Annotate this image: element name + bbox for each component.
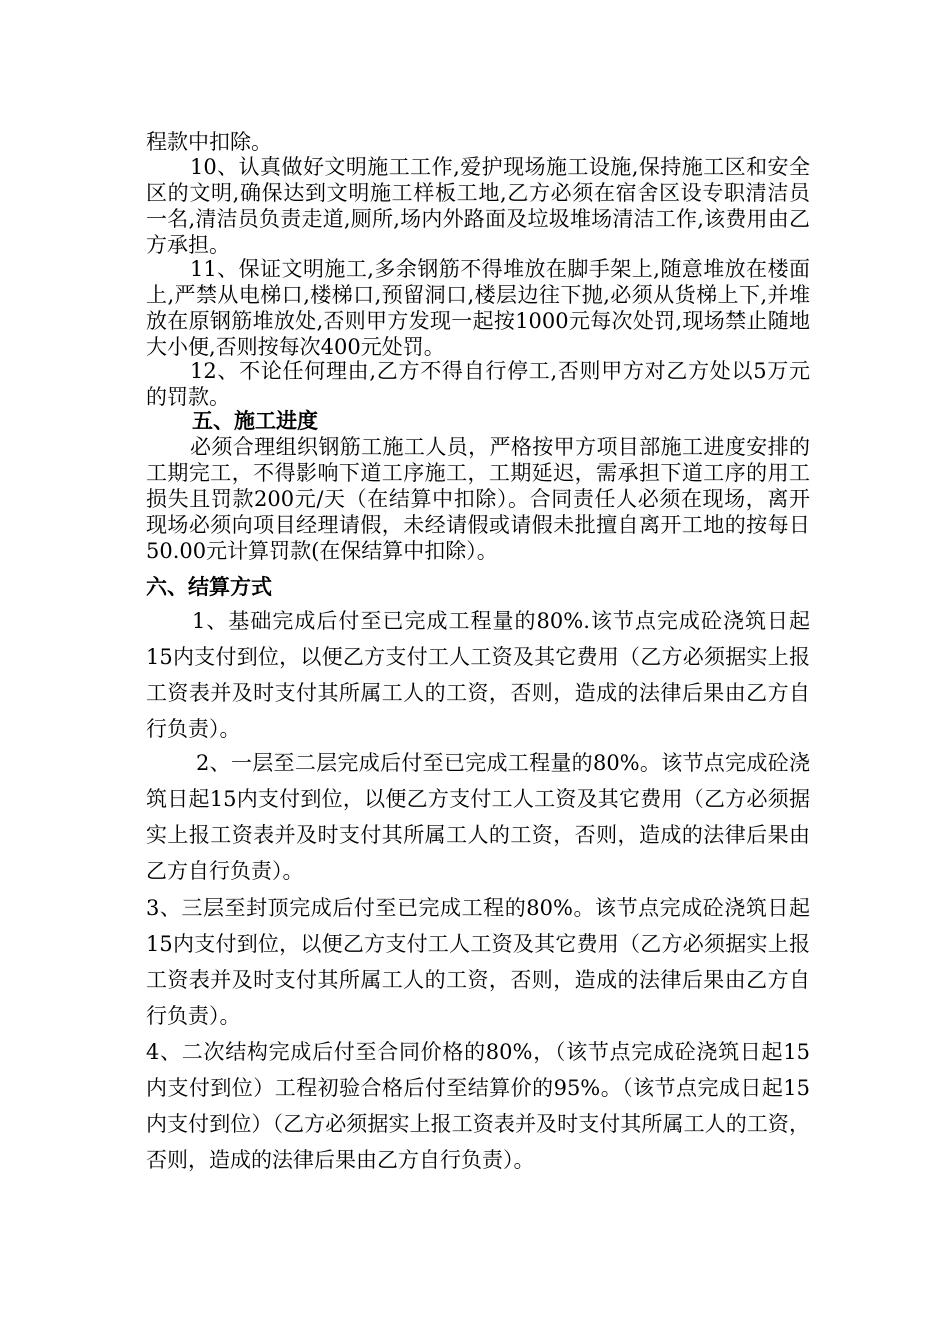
clause-11-paragraph: 11、保证文明施工,多余钢筋不得堆放在脚手架上,随意堆放在楼面上,严禁从电梯口,楼梯口,预留洞口,楼层边往下抛,必须从货梯上下,并堆放在原钢筋堆放处,否则甲方发现一起按1000元每次处罚,现场禁止随地大小便,否则按每次400元处罚。 bbox=[146, 257, 810, 359]
clause-10-paragraph: 10、认真做好文明施工工作,爱护现场施工设施,保持施工区和安全区的文明,确保达到文明施工样板工地,乙方必须在宿舍区设专职清洁员一名,清洁员负责走道,厕所,场内外路面及垃圾堆场清洁工作,该费用由乙方承担。 bbox=[146, 155, 810, 257]
section-6-heading: 六、结算方式 bbox=[146, 574, 272, 599]
clause-12-paragraph: 12、不论任何理由,乙方不得自行停工,否则甲方对乙方处以5万元的罚款。 bbox=[146, 359, 810, 409]
section-5-heading: 五、施工进度 bbox=[192, 408, 318, 433]
settlement-item-4: 4、二次结构完成后付至合同价格的80%，（该节点完成砼浇筑日起15内支付到位）工程初验合格后付至结算价的95%。（该节点完成日起15内支付到位）（乙方必须据实上报工资表并及时支付其所属工人的工资，否则，造成的法律后果由乙方自行负责）。 bbox=[146, 1040, 810, 1172]
continuation-paragraph: 程款中扣除。 bbox=[146, 130, 272, 154]
settlement-item-1: 1、基础完成后付至已完成工程量的80%.该节点完成砼浇筑日起15内支付到位，以便乙方支付工人工资及其它费用（乙方必须据实上报工资表并及时支付其所属工人的工资，否则，造成的法律后果由乙方自行负责）。 bbox=[146, 609, 810, 741]
settlement-item-2: 2、一层至二层完成后付至已完成工程量的80%。该节点完成砼浇筑日起15内支付到位，以便乙方支付工人工资及其它费用（乙方必须据实上报工资表并及时支付其所属工人的工资，否则，造成的法律后果由乙方自行负责）。 bbox=[146, 751, 810, 883]
settlement-item-3: 3、三层至封顶完成后付至已完成工程的80%。该节点完成砼浇筑日起15内支付到位，以便乙方支付工人工资及其它费用（乙方必须据实上报工资表并及时支付其所属工人的工资，否则，造成的法律后果由乙方自行负责）。 bbox=[146, 896, 810, 1028]
section-5-paragraph: 必须合理组织钢筋工施工人员，严格按甲方项目部施工进度安排的工期完工，不得影响下道工序施工，工期延迟，需承担下道工序的用工损失且罚款200元/天（在结算中扣除）。合同责任人必须在现场，离开现场必须向项目经理请假，未经请假或请假未批擅自离开工地的按每日50.00元计算罚款(在保结算中扣除）。 bbox=[146, 435, 810, 563]
